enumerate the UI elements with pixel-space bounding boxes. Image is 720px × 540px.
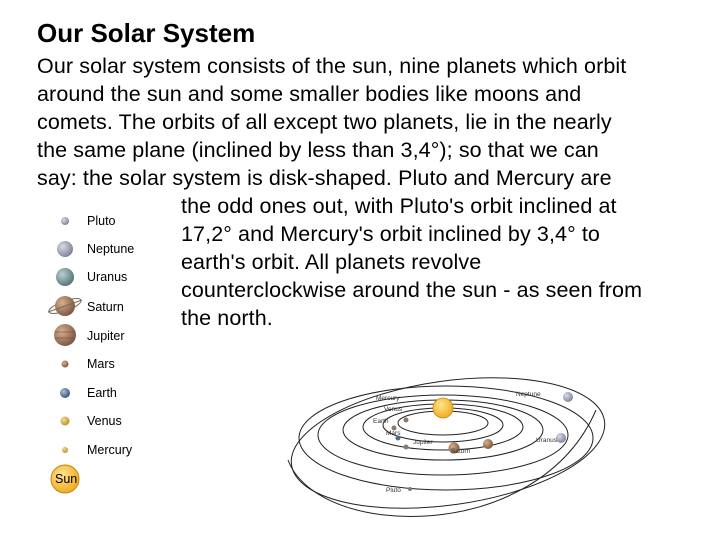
legend-label-earth: Earth	[87, 386, 117, 400]
diagram-label-mercury: Mercury	[376, 395, 400, 402]
legend-label-jupiter: Jupiter	[87, 329, 125, 343]
earth-icon	[60, 388, 70, 398]
diagram-saturn-icon	[483, 439, 493, 449]
diagram-mercury-icon	[404, 418, 409, 423]
paragraph-line: say: the solar system is disk-shaped. Pluto and Mercury are	[37, 166, 612, 190]
orbit-lines	[283, 360, 608, 527]
diagram-mars-icon	[404, 445, 409, 450]
paragraph-line: the same plane (inclined by less than 3,4°); so that we can	[37, 138, 599, 162]
legend-label-neptune: Neptune	[87, 242, 135, 256]
legend-label-mercury: Mercury	[87, 443, 133, 457]
diagram-label-saturn: Saturn	[451, 448, 471, 455]
diagram-pluto-icon	[408, 487, 412, 491]
legend-label-venus: Venus	[87, 414, 122, 428]
legend-label-pluto: Pluto	[87, 214, 116, 228]
paragraph-line: comets. The orbits of all except two planets, lie in the nearly	[37, 110, 612, 134]
diagram-label-pluto: Pluto	[386, 487, 401, 494]
legend-label-saturn: Saturn	[87, 300, 124, 314]
paragraph-line: Our solar system consists of the sun, nine planets which orbit	[37, 54, 627, 78]
diagram-label-uranus: Uranus	[536, 437, 557, 444]
saturn-icon	[47, 295, 82, 316]
legend-label-uranus: Uranus	[87, 270, 128, 284]
uranus-icon	[56, 268, 74, 286]
planet-legend-icons	[0, 0, 160, 500]
mars-icon	[62, 361, 69, 368]
paragraph-line: the north.	[181, 306, 273, 330]
orbit-diagram	[278, 340, 608, 540]
paragraph-line: around the sun and some smaller bodies like moons and	[37, 82, 582, 106]
legend-label-mars: Mars	[87, 357, 115, 371]
venus-icon	[61, 417, 70, 426]
diagram-label-neptune: Neptune	[516, 391, 541, 398]
paragraph-line: 17,2° and Mercury's orbit inclined by 3,4° to	[181, 222, 600, 246]
diagram-label-earth: Earth	[373, 418, 389, 425]
diagram-sun-icon	[433, 398, 453, 418]
diagram-label-jupiter: Jupiter	[413, 439, 433, 446]
legend-label-sun: Sun	[55, 472, 78, 486]
mercury-icon	[62, 447, 68, 453]
paragraph-line: the odd ones out, with Pluto's orbit inclined at	[181, 194, 617, 218]
paragraph-line: counterclockwise around the sun - as seen from	[181, 278, 643, 302]
diagram-uranus-icon	[556, 433, 566, 443]
neptune-icon	[57, 241, 73, 257]
orbit-pluto	[288, 410, 596, 517]
diagram-neptune-icon	[563, 392, 573, 402]
slide-title: Our Solar System	[37, 18, 256, 48]
pluto-icon	[61, 217, 69, 225]
diagram-label-mars: Mars	[386, 430, 401, 437]
jupiter-icon	[54, 324, 76, 346]
paragraph-line: earth's orbit. All planets revolve	[181, 250, 482, 274]
diagram-label-venus: Venus	[384, 406, 403, 413]
